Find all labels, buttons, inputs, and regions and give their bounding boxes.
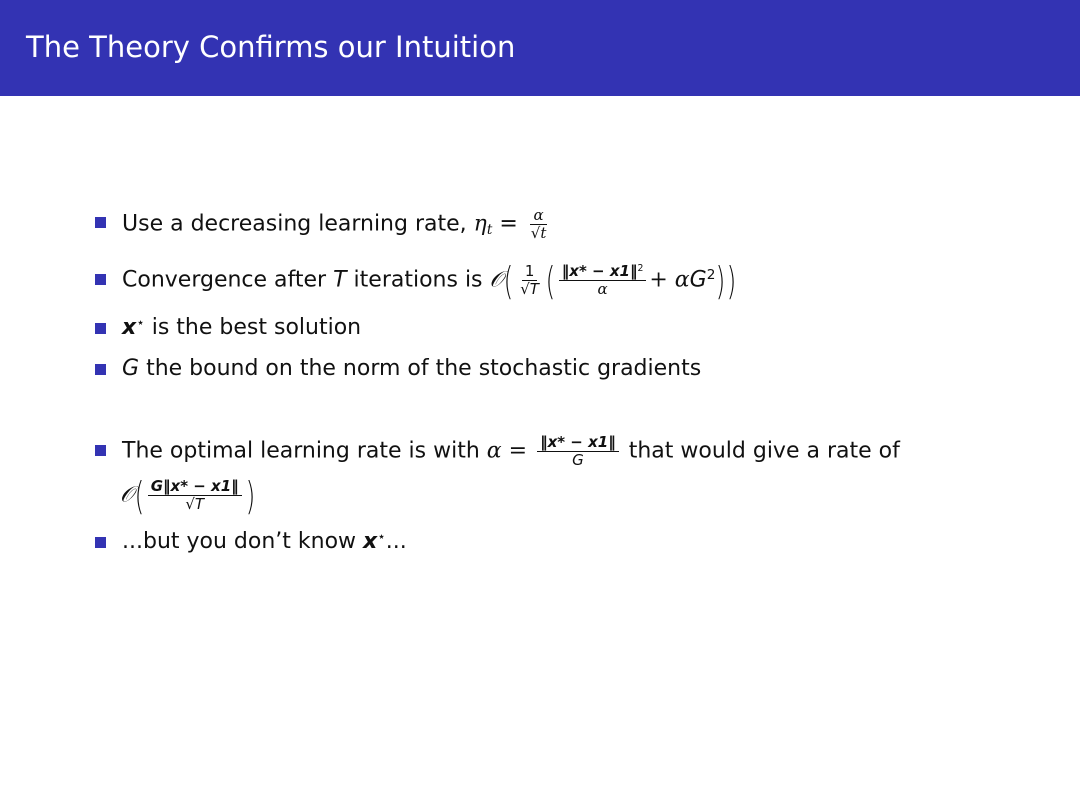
equals-sign: = (499, 211, 518, 237)
bullet-marker (95, 537, 106, 548)
eta-symbol: η (473, 211, 487, 237)
star-superscript: ⋆ (136, 314, 145, 331)
bullet-marker (95, 274, 106, 285)
frac-numerator: 1 (522, 263, 538, 281)
bullet-item-convergence (122, 258, 737, 303)
norm-sq-over-alpha (559, 263, 647, 298)
frac-numerator: G‖x* − x1‖ (148, 478, 242, 496)
sqrt-symbol: √ (530, 224, 541, 242)
bullet-item-gradient-bound (122, 354, 701, 384)
bullet-text: iterations is (353, 267, 483, 293)
right-paren: ) (716, 258, 726, 303)
alpha-equals: α = (486, 438, 528, 464)
var-g: G (122, 356, 140, 381)
frac-numerator (559, 263, 647, 281)
frac-denominator: α (597, 280, 608, 298)
var-x: x (363, 529, 378, 554)
bullet-item-optimal-rate (122, 434, 900, 469)
plus-alpha: + α (649, 267, 690, 293)
bullet-item-learning-rate (122, 207, 552, 242)
var-x: x (122, 315, 137, 340)
right-paren: ) (726, 258, 737, 303)
left-paren: ( (134, 473, 145, 518)
var-g: G (689, 267, 707, 293)
big-o-symbol: 𝒪 (489, 267, 504, 293)
frac-denominator (528, 225, 550, 242)
exponent: 2 (706, 267, 716, 283)
bullet-text: Convergence after (122, 267, 327, 293)
frac-numerator: α (530, 207, 546, 225)
bullet-text: is the best solution (151, 315, 362, 340)
slide-title: The Theory Confirms our Intuition (26, 30, 516, 64)
alpha-over-sqrt-t (528, 207, 550, 242)
eta-subscript: t (486, 221, 493, 238)
frac-denominator: G (572, 451, 584, 469)
optimal-alpha-fraction (537, 434, 619, 469)
bullet-marker (95, 217, 106, 228)
exponent: 2 (637, 262, 644, 274)
optimal-rate-fraction (148, 478, 242, 513)
right-paren: ) (245, 473, 255, 518)
bullet-text: ...but you don’t know (122, 529, 357, 554)
bullet-text: the bound on the norm of the stochastic gradients (146, 356, 702, 381)
star-superscript: ⋆ (377, 528, 386, 545)
one-over-sqrt-t (517, 263, 542, 298)
frac-den-var: T (529, 280, 539, 298)
bullet-marker (95, 364, 106, 375)
frac-den-var: T (194, 495, 205, 513)
left-paren: ( (545, 258, 556, 303)
ellipsis: ... (385, 529, 407, 554)
bullet-text: Use a decreasing learning rate, (122, 211, 467, 237)
bullet-item-unknown-x (122, 527, 407, 557)
var-t: T (333, 267, 347, 293)
frac-denominator: √T (185, 495, 205, 513)
bullet-marker (95, 323, 106, 334)
big-o-symbol: 𝒪 (120, 482, 134, 508)
bullet-text: The optimal learning rate is with (122, 438, 480, 464)
frac-den-var: t (540, 224, 547, 242)
bullet-text: that would give a rate of (628, 438, 900, 464)
frac-numerator: ‖x* − x1‖ (537, 434, 619, 452)
bullet-marker (95, 445, 106, 456)
norm-expression: ‖x* − x1‖ (561, 262, 638, 280)
bullet-item-optimal-rate-continued (120, 473, 256, 518)
bullet-item-best-solution (122, 313, 361, 343)
frac-denominator: √T (520, 280, 539, 298)
left-paren: ( (504, 258, 514, 303)
